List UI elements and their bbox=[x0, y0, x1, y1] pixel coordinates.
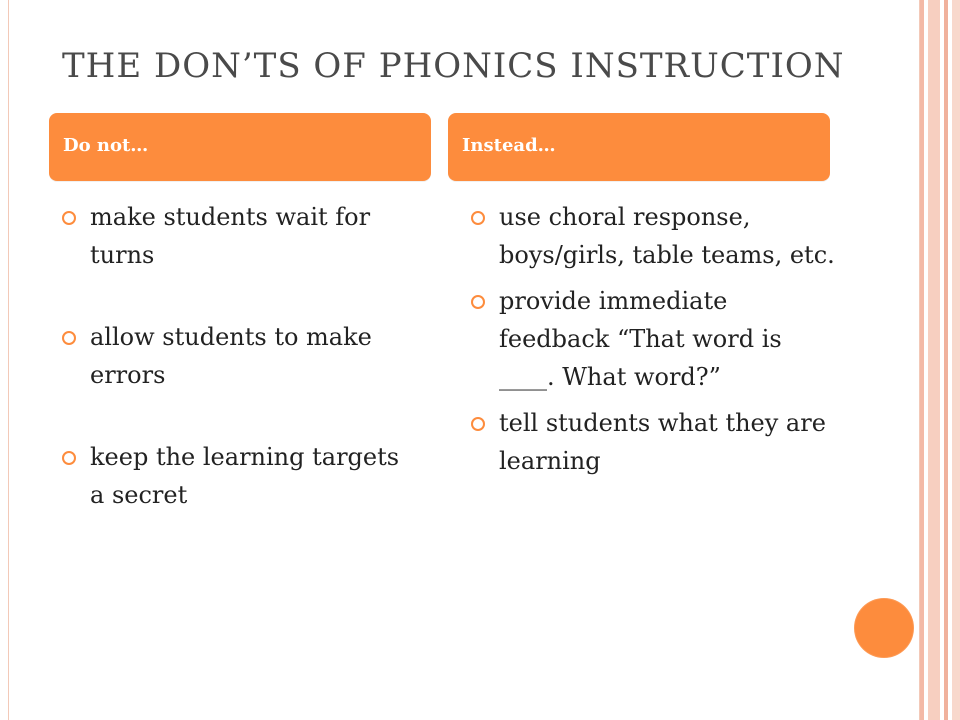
hollow-circle-bullet-icon bbox=[471, 417, 485, 431]
stripe-3 bbox=[944, 0, 948, 720]
left-bullet-text: make students wait for turns bbox=[90, 203, 371, 269]
slide-title: THE DON’TS OF PHONICS INSTRUCTION bbox=[62, 46, 845, 86]
right-column-header-label: Instead… bbox=[462, 135, 556, 156]
left-bullet-text: keep the learning targets a secret bbox=[90, 443, 400, 509]
orange-circle-icon bbox=[854, 598, 914, 658]
stripe-4 bbox=[952, 0, 960, 720]
right-bullet-item bbox=[471, 282, 841, 396]
right-bullet-text: tell students what they are learning bbox=[499, 409, 826, 475]
hollow-circle-bullet-icon bbox=[471, 211, 485, 225]
left-column-header bbox=[49, 113, 431, 181]
right-bullet-item bbox=[471, 198, 841, 274]
right-bullet-text: use choral response, boys/girls, table teams, etc. bbox=[499, 203, 835, 269]
left-bullet-item bbox=[62, 198, 407, 274]
stripe-1 bbox=[920, 0, 924, 720]
right-bullet-list bbox=[471, 198, 841, 480]
right-decorative-stripes bbox=[920, 0, 960, 720]
right-bullet-text: provide immediate feedback “That word is ____. What word?” bbox=[499, 287, 782, 391]
left-column-header-label: Do not… bbox=[63, 135, 149, 156]
hollow-circle-bullet-icon bbox=[62, 331, 76, 345]
left-bullet-item bbox=[62, 318, 407, 394]
left-bullet-item bbox=[62, 438, 407, 514]
stripe-2 bbox=[928, 0, 940, 720]
left-bullet-list bbox=[62, 198, 407, 514]
left-bullet-text: allow students to make errors bbox=[90, 323, 372, 389]
hollow-circle-bullet-icon bbox=[62, 451, 76, 465]
hollow-circle-bullet-icon bbox=[471, 295, 485, 309]
right-column-header bbox=[448, 113, 830, 181]
right-bullet-item bbox=[471, 404, 841, 480]
hollow-circle-bullet-icon bbox=[62, 211, 76, 225]
